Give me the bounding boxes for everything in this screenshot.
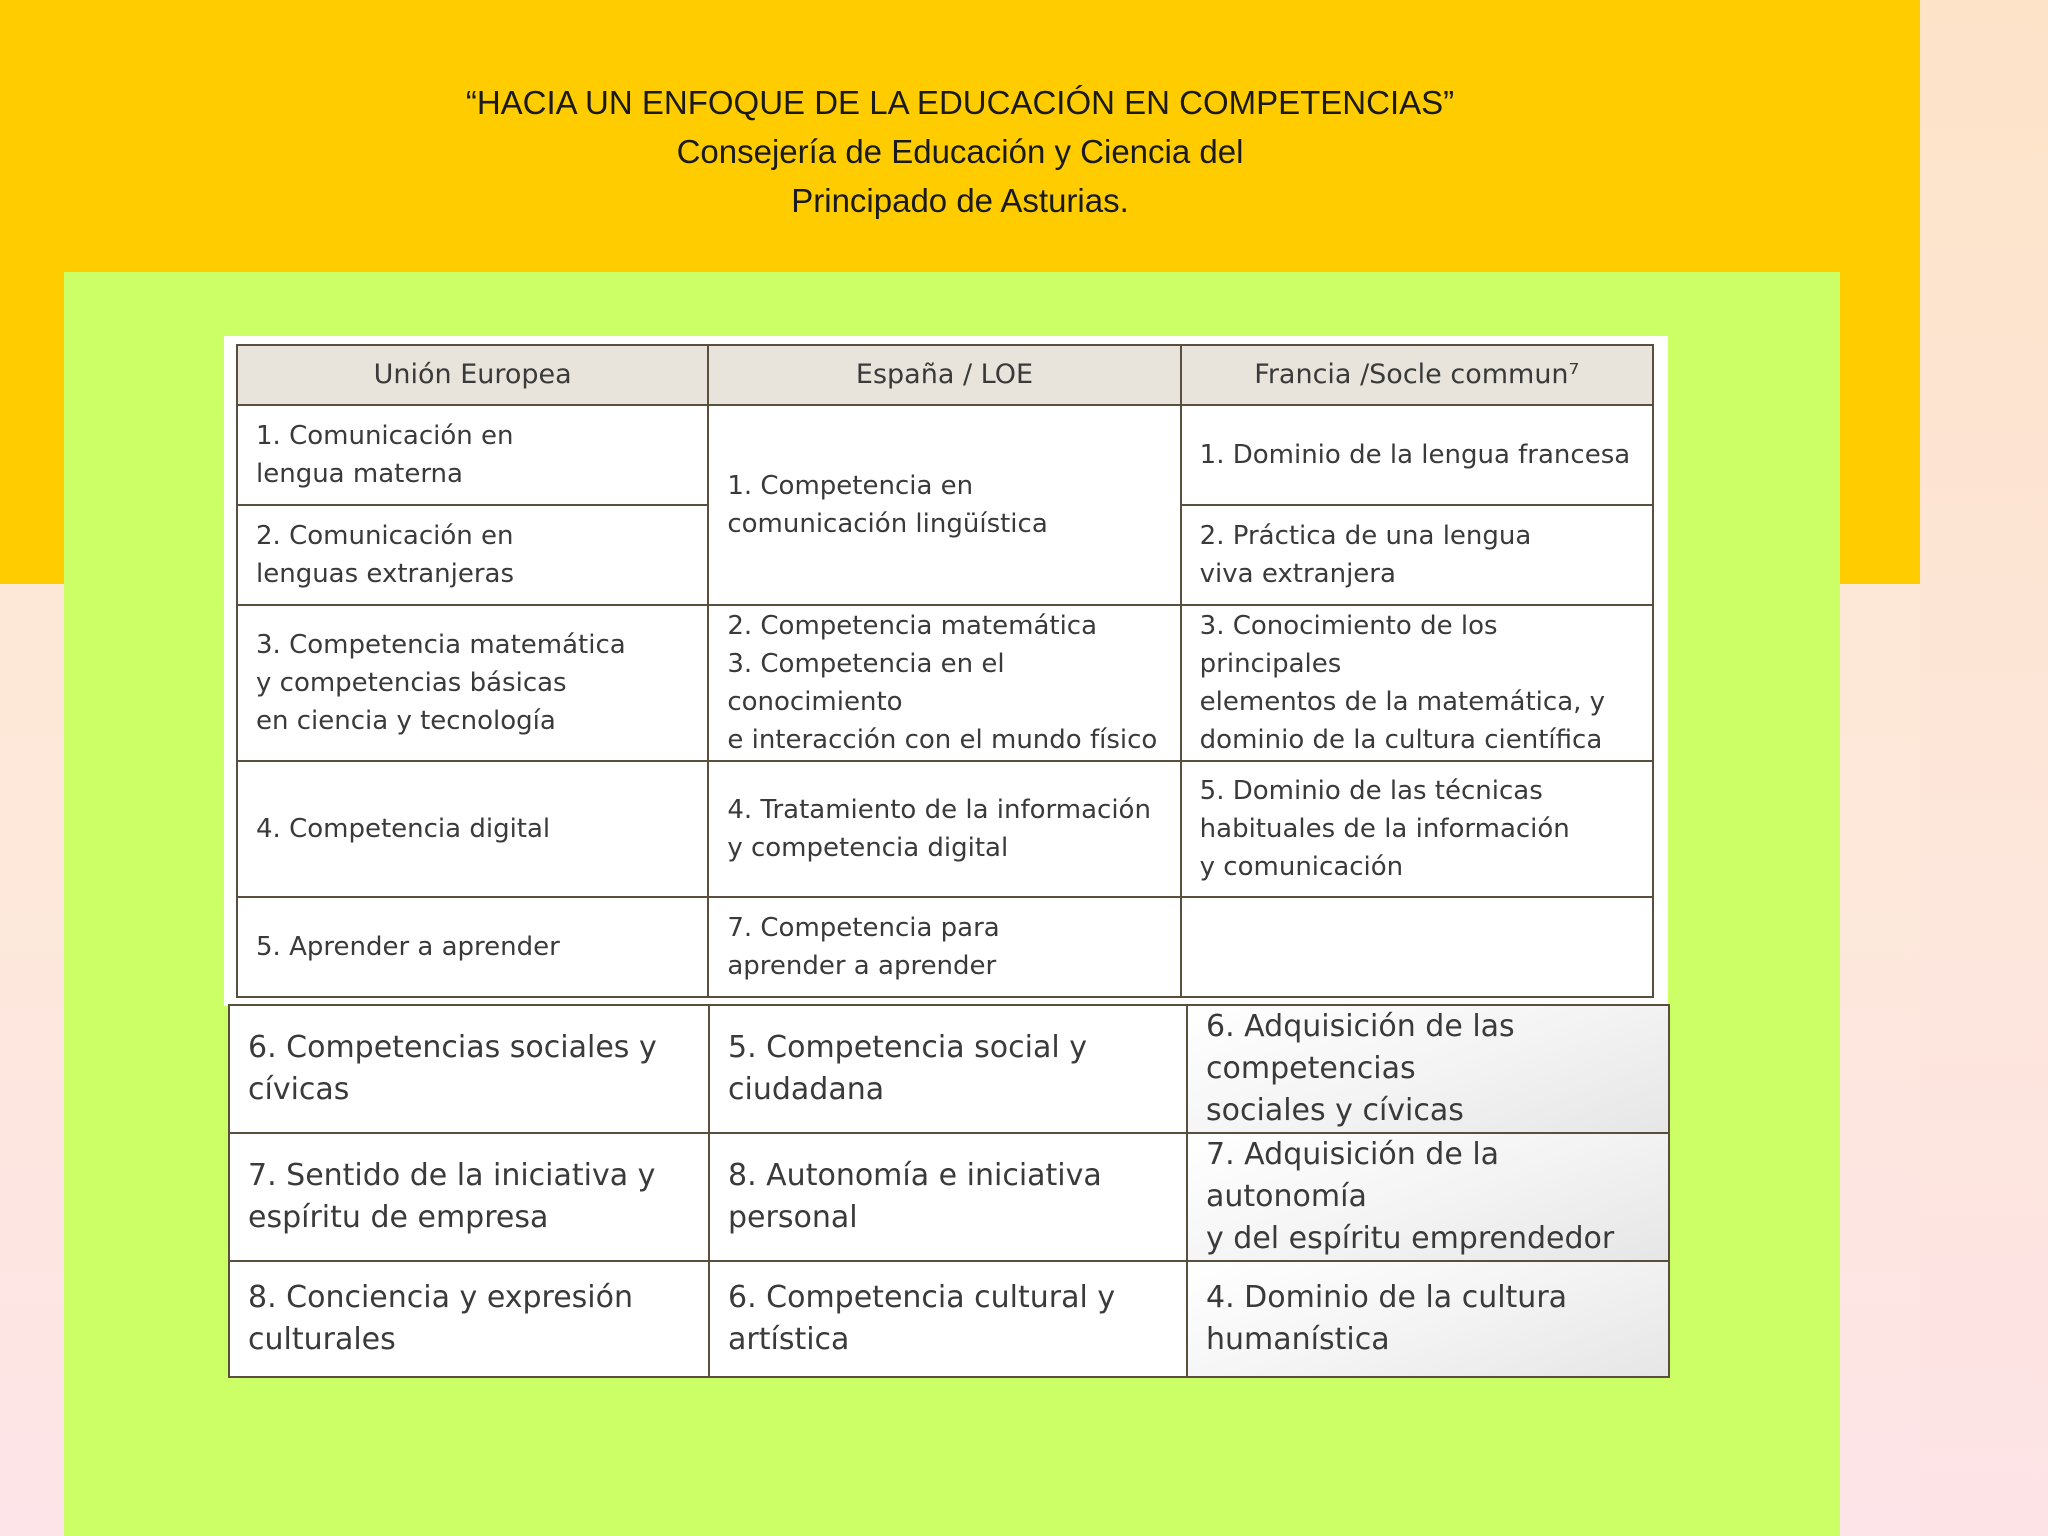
cell-eu: 6. Competencias sociales y cívicas xyxy=(229,1005,709,1133)
competencies-table-upper xyxy=(236,344,1654,998)
cell-fr: 7. Adquisición de la autonomía y del espíritu emprendedor xyxy=(1187,1133,1669,1261)
cell-fr: 4. Dominio de la cultura humanística xyxy=(1187,1261,1669,1377)
cell-es: 8. Autonomía e iniciativa personal xyxy=(709,1133,1187,1261)
table-row xyxy=(229,1133,1669,1261)
cell-es: 6. Competencia cultural y artística xyxy=(709,1261,1187,1377)
competencies-table-image xyxy=(224,336,1668,1357)
cell-fr: 1. Dominio de la lengua francesa xyxy=(1181,405,1653,505)
table-row xyxy=(237,761,1653,897)
cell-es: 2. Competencia matemática 3. Competencia en el conocimiento e interacción con el mundo físico xyxy=(708,605,1180,761)
cell-es: 5. Competencia social y ciudadana xyxy=(709,1005,1187,1133)
cell-fr: 2. Práctica de una lengua viva extranjera xyxy=(1181,505,1653,605)
column-header-eu: Unión Europea xyxy=(237,345,708,405)
cell-eu: 5. Aprender a aprender xyxy=(237,897,708,997)
table-row xyxy=(237,405,1653,505)
competencies-table-lower xyxy=(228,1004,1670,1378)
page-title xyxy=(0,78,1920,225)
cell-fr: 6. Adquisición de las competencias sociales y cívicas xyxy=(1187,1005,1669,1133)
cell-fr: 3. Conocimiento de los principales elementos de la matemática, y dominio de la cultura científica xyxy=(1181,605,1653,761)
table-row xyxy=(237,605,1653,761)
cell-fr: 5. Dominio de las técnicas habituales de la información y comunicación xyxy=(1181,761,1653,897)
cell-es: 1. Competencia en comunicación lingüística xyxy=(708,405,1180,605)
column-header-fr: Francia /Socle commun⁷ xyxy=(1181,345,1653,405)
title-line-2: Consejería de Educación y Ciencia del xyxy=(676,133,1244,170)
cell-eu: 7. Sentido de la iniciativa y espíritu de empresa xyxy=(229,1133,709,1261)
table-row xyxy=(229,1005,1669,1133)
cell-es: 7. Competencia para aprender a aprender xyxy=(708,897,1180,997)
cell-eu: 4. Competencia digital xyxy=(237,761,708,897)
column-header-es: España / LOE xyxy=(708,345,1180,405)
cell-eu: 2. Comunicación en lenguas extranjeras xyxy=(237,505,708,605)
cell-eu: 1. Comunicación en lengua materna xyxy=(237,405,708,505)
cell-eu: 3. Competencia matemática y competencias básicas en ciencia y tecnología xyxy=(237,605,708,761)
cell-eu: 8. Conciencia y expresión culturales xyxy=(229,1261,709,1377)
title-line-1: “HACIA UN ENFOQUE DE LA EDUCACIÓN EN COMPETENCIAS” xyxy=(465,84,1455,121)
title-line-3: Principado de Asturias. xyxy=(791,182,1129,219)
table-header-row xyxy=(237,345,1653,405)
cell-es: 4. Tratamiento de la información y competencia digital xyxy=(708,761,1180,897)
cell-fr xyxy=(1181,897,1653,997)
table-row xyxy=(229,1261,1669,1377)
table-row xyxy=(237,897,1653,997)
background-strip xyxy=(1920,0,2048,1536)
